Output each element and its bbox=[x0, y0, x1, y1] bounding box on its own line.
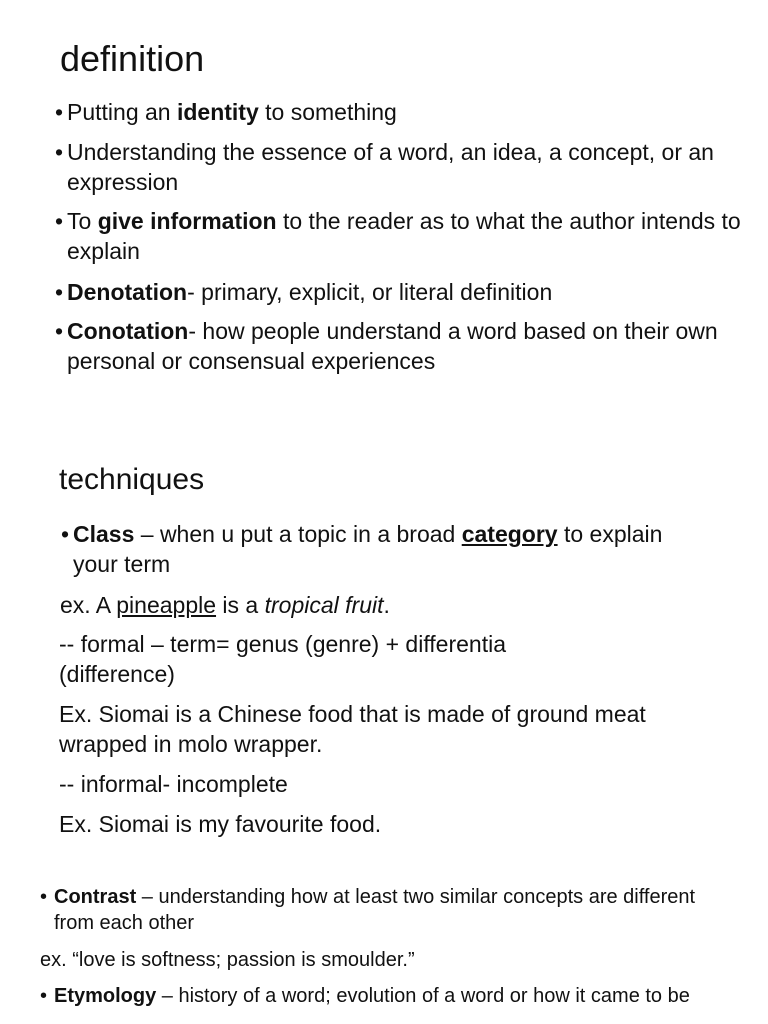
bullet-dot: • bbox=[40, 985, 48, 1007]
definition-bullet-essence: • Understanding the essence of a word, an idea, a concept, or an expression bbox=[55, 139, 714, 195]
bullet-dot: • bbox=[55, 208, 64, 234]
bullet-dot: • bbox=[55, 139, 64, 165]
definition-bullet-identity: • Putting an identity to something bbox=[55, 99, 397, 125]
bullet-dot: • bbox=[55, 318, 64, 344]
bold-term: Conotation bbox=[67, 318, 189, 344]
bold-term: give information bbox=[97, 208, 277, 234]
definition-title: definition bbox=[60, 38, 205, 79]
technique-bullet-class: • Class – when u put a topic in a broad category to explain your term bbox=[61, 521, 663, 577]
bold-term: identity bbox=[176, 99, 259, 125]
definition-bullet-denotation: • Denotation- primary, explicit, or literal definition bbox=[55, 279, 553, 305]
bold-term: Class bbox=[73, 521, 135, 547]
techniques-title: techniques bbox=[59, 463, 205, 496]
class-example: ex. A pineapple is a tropical fruit. bbox=[60, 592, 390, 618]
informal-example: Ex. Siomai is my favourite food. bbox=[59, 811, 382, 837]
technique-bullet-etymology: • Etymology – history of a word; evolution of a word or how it came to be bbox=[40, 985, 690, 1007]
bullet-dot: • bbox=[55, 99, 64, 125]
contrast-example: ex. “love is softness; passion is smoulder.” bbox=[40, 949, 415, 971]
italic-term: tropical fruit bbox=[264, 592, 384, 618]
underlined-term: pineapple bbox=[116, 592, 217, 618]
bold-term: Etymology bbox=[54, 985, 157, 1007]
underlined-term: category bbox=[461, 521, 558, 547]
technique-bullet-contrast: • Contrast – understanding how at least two similar concepts are different from each other bbox=[40, 886, 696, 934]
informal-definition-line: -- informal- incomplete bbox=[59, 771, 288, 797]
formal-example: Ex. Siomai is a Chinese food that is made of ground meat wrapped in molo wrapper. bbox=[59, 701, 646, 757]
definition-bullet-give-information: • To give information to the reader as to what the author intends to explain bbox=[55, 208, 741, 264]
bullet-dot: • bbox=[61, 521, 70, 547]
definition-bullet-conotation: • Conotation- how people understand a word based on their own personal or consensual experiences bbox=[55, 318, 718, 374]
bold-term: Contrast bbox=[54, 886, 137, 908]
bullet-dot: • bbox=[40, 886, 48, 908]
bullet-dot: • bbox=[55, 279, 64, 305]
bold-term: Denotation bbox=[67, 279, 188, 305]
formal-definition-line: -- formal – term= genus (genre) + differentia (difference) bbox=[59, 631, 507, 687]
